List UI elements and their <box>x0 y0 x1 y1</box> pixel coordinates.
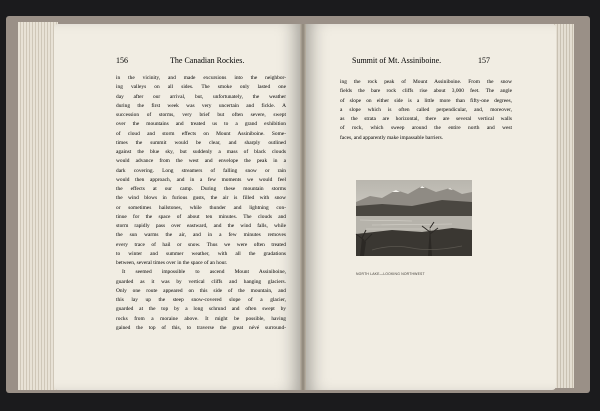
left-page-body <box>116 74 286 333</box>
text-line: as the strata are horizontal, there are several vertical walls <box>340 116 512 122</box>
text-line: storm rapidly pass over eastward, and the wind falls, while <box>116 223 286 229</box>
text-line: Only one route appeared on this side of the mountain, and <box>116 287 286 294</box>
text-line: of rock, which sweep around the entire north and west <box>340 125 512 132</box>
left-running-head: The Canadian Rockies. <box>170 56 245 65</box>
text-line: to winter and summer weather, with all the gradations <box>116 250 286 257</box>
text-line: ing the rock peak of Mount Assiniboine. From the snow <box>340 79 512 85</box>
text-line: this lay up the steep snow-covered slope of a glacier, <box>116 297 286 303</box>
text-line: over the mountains and treated us to a grand exhibition <box>116 121 286 128</box>
text-line: of cloud and storm effects on Mount Assiniboine. Some- <box>116 130 286 137</box>
text-line: the sun warms the air, and in a few minutes removes <box>116 232 286 239</box>
text-line: gained the top of this, to traverse the great névé surround- <box>116 324 286 331</box>
text-line: guarded as it was by vertical cliffs and hanging glaciers. <box>116 278 286 285</box>
text-line: of slope on either side is a little more than fifty-one degrees, <box>340 97 512 104</box>
text-line: against the blue sky, but suddenly a mass of black clouds <box>116 149 286 155</box>
text-line: or sometimes hailstones, while thunder and lightning con- <box>116 204 286 211</box>
text-line: ing valleys on all sides. The smoke only lasted one <box>116 84 286 91</box>
text-line: the effects at our camp. During these mountain storms <box>116 186 286 192</box>
illustration-caption: NORTH LAKE—LOOKING NORTHWEST <box>356 272 425 276</box>
book-gutter <box>300 24 306 390</box>
text-line: tinue for the space of about ten minutes. The clouds and <box>116 213 286 220</box>
text-line: dark covering. Long streamers of falling snow or rain <box>116 167 286 174</box>
left-page-number: 156 <box>116 56 128 65</box>
text-line: the wind blows in furious gusts, the air is filled with snow <box>116 195 286 202</box>
left-page-edges <box>18 22 58 390</box>
text-line: faces, and apparently make impassable barriers. <box>340 134 444 141</box>
text-line: guarded at the top by a long schrund and often swept by <box>116 306 286 313</box>
text-line: times the summit would be clear, and sharply outlined <box>116 139 286 146</box>
lake-illustration <box>352 176 476 268</box>
text-line: succession of storms, very brief but often severe, swept <box>116 112 286 118</box>
right-running-head: Summit of Mt. Assiniboine. <box>352 56 442 65</box>
text-line: rocks from a moraine above. It might be possible, having <box>116 315 286 322</box>
text-line: day after our arrival, but, unfortunately, the weather <box>116 93 286 100</box>
text-line: would advance from the west and envelope the peak in a <box>116 158 286 165</box>
right-page-number: 157 <box>478 56 490 65</box>
text-line: would then approach, and in a few moments we would feel <box>116 176 286 183</box>
text-line: between, several times over in the space of an hour. <box>116 260 228 266</box>
text-line: fields the bare rock cliffs rise about 3,000 feet. The angle <box>340 88 512 95</box>
text-line: It seemed impossible to ascend Mount Assiniboine, <box>122 269 286 276</box>
text-line: a slope which is often called perpendicular, and, moreover, <box>340 106 512 113</box>
text-line: during the first week was very uncertain and fickle. A <box>116 102 286 109</box>
text-line: in the vicinity, and made excursions into the neighbor- <box>116 75 286 81</box>
text-line: every trace of hail or snow. Thus we were often treated <box>116 241 286 248</box>
right-page-body <box>340 78 512 143</box>
